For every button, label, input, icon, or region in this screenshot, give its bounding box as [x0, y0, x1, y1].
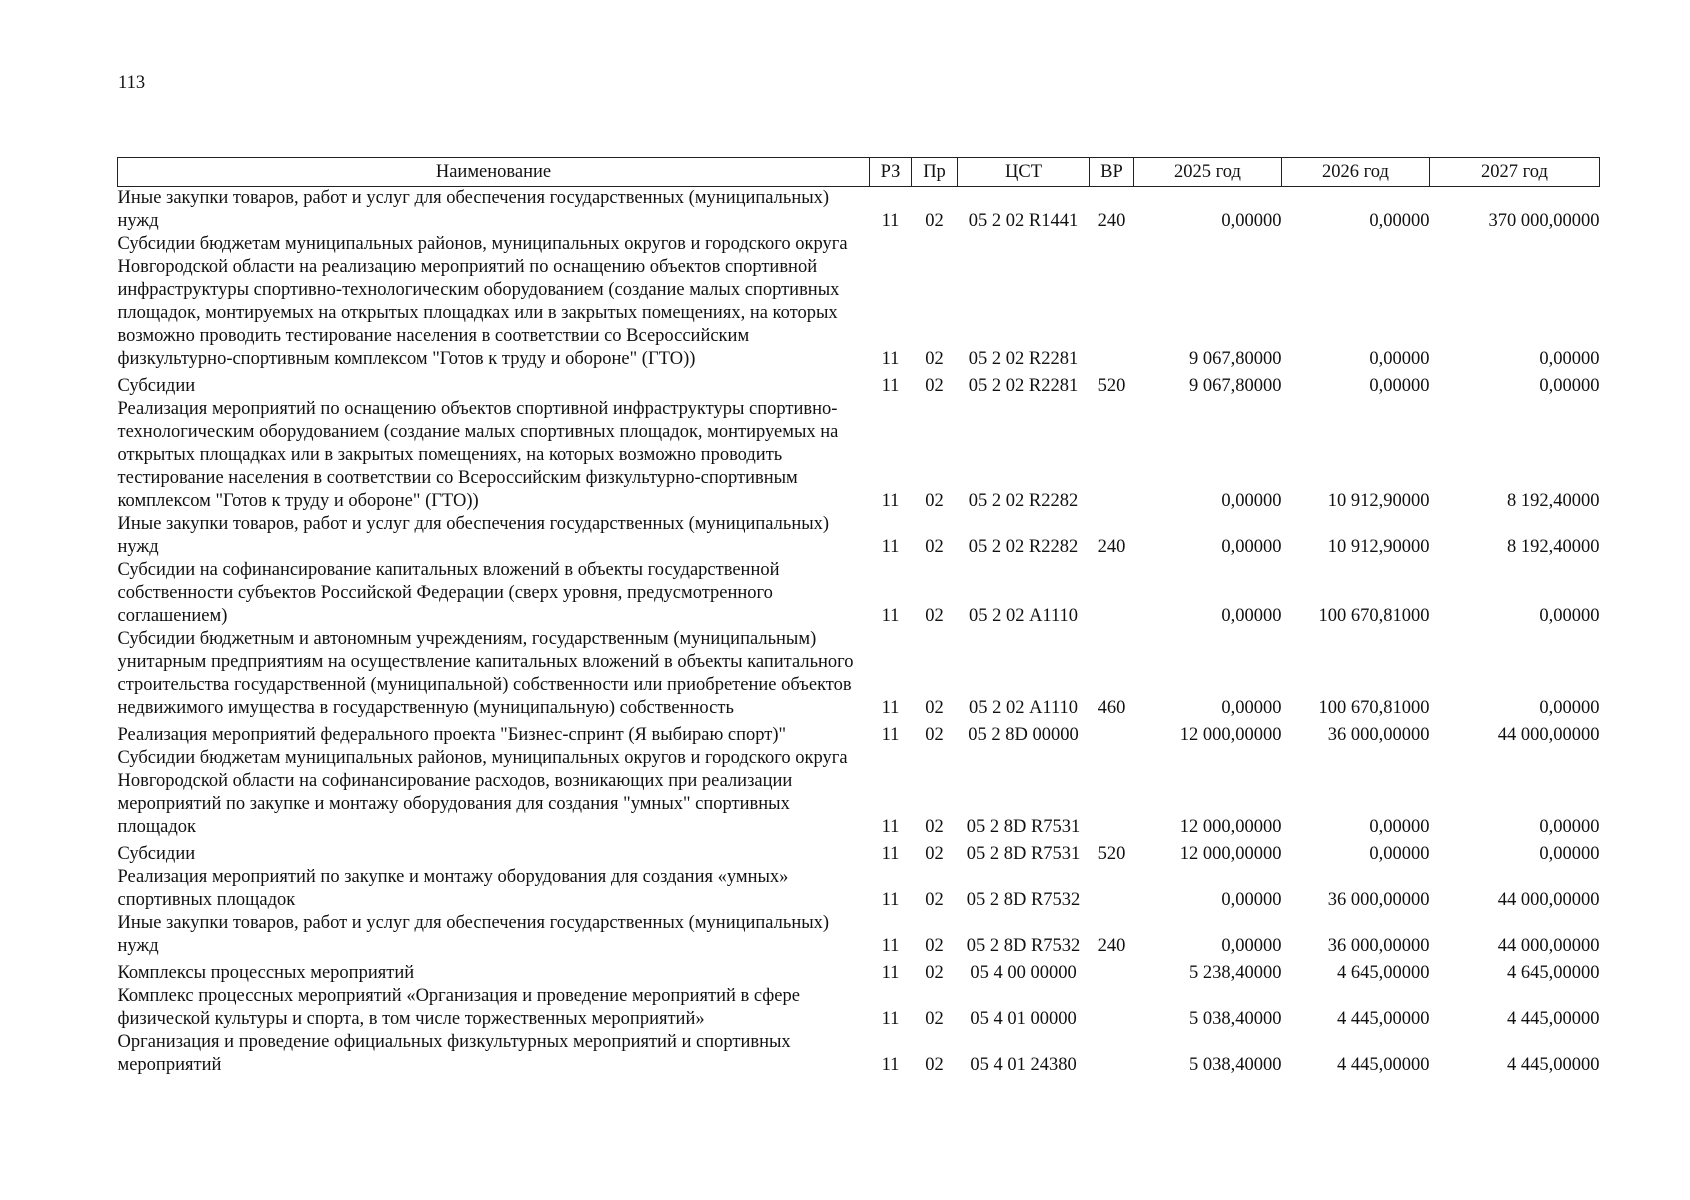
row-2026: 4 445,00000: [1337, 1009, 1430, 1029]
row-2025: 5 038,40000: [1189, 1055, 1282, 1075]
row-cst: 05 2 8D R7532: [966, 936, 1081, 956]
row-2025: 0,00000: [1221, 537, 1282, 557]
row-rz: 11: [881, 936, 900, 956]
row-2025: 0,00000: [1221, 211, 1282, 231]
header-vr: ВР: [1090, 158, 1134, 187]
row-pr: 02: [925, 963, 944, 983]
row-rz: 11: [881, 890, 900, 910]
row-vr: [1090, 958, 1134, 985]
row-2026: 100 670,81000: [1318, 606, 1430, 626]
row-2026: 0,00000: [1369, 844, 1430, 864]
row-2025: 0,00000: [1221, 698, 1282, 718]
row-rz: 11: [881, 606, 900, 626]
table-row: [118, 958, 1600, 985]
row-2027: 0,00000: [1539, 844, 1600, 864]
row-2027: 4 645,00000: [1507, 963, 1600, 983]
row-pr: 02: [925, 698, 944, 718]
row-2027: 4 445,00000: [1507, 1055, 1600, 1075]
row-2026: 10 912,90000: [1327, 537, 1430, 557]
row-vr: 460: [1097, 698, 1126, 718]
row-vr: 240: [1097, 936, 1126, 956]
row-2025: 5 238,40000: [1189, 963, 1282, 983]
row-pr: 02: [925, 890, 944, 910]
row-name: Организация и проведение официальных физкультурных мероприятий и спортивных мероприятий: [117, 1032, 791, 1075]
row-2026: 4 445,00000: [1337, 1055, 1430, 1075]
header-pr: Пр: [912, 158, 958, 187]
row-rz: 11: [881, 725, 900, 745]
row-pr: 02: [925, 376, 944, 396]
row-cst: 05 2 02 R2282: [968, 491, 1079, 511]
row-2025: 12 000,00000: [1179, 725, 1282, 745]
row-2026: 0,00000: [1369, 211, 1430, 231]
row-2027: 0,00000: [1539, 698, 1600, 718]
row-2026: 0,00000: [1369, 349, 1430, 369]
row-rz: 11: [881, 963, 900, 983]
row-name: Субсидии: [117, 844, 196, 864]
row-pr: 02: [925, 936, 944, 956]
row-2025: 0,00000: [1221, 606, 1282, 626]
row-2026: 36 000,00000: [1327, 725, 1430, 745]
row-pr: 02: [925, 606, 944, 626]
row-2025: 9 067,80000: [1189, 376, 1282, 396]
table-row: [118, 628, 1600, 720]
row-pr: 02: [925, 491, 944, 511]
row-2027: 44 000,00000: [1497, 890, 1600, 910]
table-row: [118, 866, 1600, 912]
header-rz: РЗ: [870, 158, 912, 187]
row-name: Комплексы процессных мероприятий: [117, 963, 415, 983]
row-pr: 02: [925, 817, 944, 837]
table-row: [118, 559, 1600, 628]
row-name: Реализация мероприятий по оснащению объектов спортивной инфраструктуры спортивно-технологическим оборудованием (создание малых спортивных площадок, монтируемых на открытых площадках или в закрытых помещениях, на которых возможно проводить тестирование населения в соответствии со Всероссийским физкультурно-спортивным комплексом "Готов к труду и обороне" (ГТО)): [117, 399, 839, 511]
table-row: [118, 747, 1600, 839]
row-cst: 05 2 8D R7532: [966, 890, 1081, 910]
row-2027: 8 192,40000: [1507, 537, 1600, 557]
row-name: Реализация мероприятий федерального проекта "Бизнес-спринт (Я выбираю спорт)": [117, 725, 787, 745]
row-name: Субсидии бюджетам муниципальных районов, муниципальных округов и городского округа Новгородской области на софинансирование расходов, возникающих при реализации мероприятий по закупке и монтажу оборудования для создания "умных" спортивных площадок: [117, 748, 848, 837]
row-vr: [1090, 985, 1134, 1031]
header-2025: 2025 год: [1134, 158, 1282, 187]
row-2026: 10 912,90000: [1327, 491, 1430, 511]
row-2027: 8 192,40000: [1507, 491, 1600, 511]
row-rz: 11: [881, 491, 900, 511]
row-2025: 5 038,40000: [1189, 1009, 1282, 1029]
row-name: Субсидии на софинансирование капитальных вложений в объекты государственной собственности субъектов Российской Федерации (сверх уровня, предусмотренного соглашением): [117, 560, 780, 626]
row-2025: 9 067,80000: [1189, 349, 1282, 369]
row-vr: [1090, 233, 1134, 371]
row-2027: 0,00000: [1539, 817, 1600, 837]
row-2025: 0,00000: [1221, 491, 1282, 511]
row-rz: 11: [881, 376, 900, 396]
row-name: Иные закупки товаров, работ и услуг для обеспечения государственных (муниципальных) нужд: [117, 913, 830, 956]
row-cst: 05 2 02 R2282: [968, 537, 1079, 557]
row-2025: 0,00000: [1221, 936, 1282, 956]
row-vr: [1090, 747, 1134, 839]
row-vr: 520: [1097, 376, 1126, 396]
row-rz: 11: [881, 537, 900, 557]
row-pr: 02: [925, 537, 944, 557]
row-name: Комплекс процессных мероприятий «Организация и проведение мероприятий в сфере физической культуры и спорта, в том числе торжественных мероприятий»: [117, 986, 800, 1029]
row-cst: 05 4 01 00000: [970, 1009, 1077, 1029]
row-vr: 240: [1097, 211, 1126, 231]
row-pr: 02: [925, 725, 944, 745]
table-row: [118, 912, 1600, 958]
row-2025: 12 000,00000: [1179, 817, 1282, 837]
row-vr: [1090, 559, 1134, 628]
row-pr: 02: [925, 844, 944, 864]
row-2026: 0,00000: [1369, 817, 1430, 837]
row-2027: 44 000,00000: [1497, 725, 1600, 745]
row-name: Иные закупки товаров, работ и услуг для обеспечения государственных (муниципальных) нужд: [117, 188, 830, 231]
header-2026: 2026 год: [1282, 158, 1430, 187]
row-cst: 05 2 02 R1441: [968, 211, 1079, 231]
table-row: [118, 1031, 1600, 1077]
row-vr: [1090, 866, 1134, 912]
row-2027: 4 445,00000: [1507, 1009, 1600, 1029]
row-pr: 02: [925, 349, 944, 369]
row-pr: 02: [925, 211, 944, 231]
row-2026: 100 670,81000: [1318, 698, 1430, 718]
row-cst: 05 2 02 А1110: [968, 606, 1079, 626]
row-name: Субсидии бюджетам муниципальных районов, муниципальных округов и городского округа Новгородской области на реализацию мероприятий по оснащению объектов спортивной инфраструктуры спортивно-технологическим оборудованием (создание малых спортивных площадок, монтируемых на открытых площадках или в закрытых помещениях, на которых возможно проводить тестирование населения в соответствии со Всероссийским физкультурно-спортивным комплексом "Готов к труду и обороне" (ГТО)): [117, 234, 848, 369]
row-pr: 02: [925, 1055, 944, 1075]
row-rz: 11: [881, 1055, 900, 1075]
row-vr: [1090, 1031, 1134, 1077]
row-cst: 05 4 00 00000: [970, 963, 1077, 983]
row-name: Субсидии бюджетным и автономным учреждениям, государственным (муниципальным) унитарным предприятиям на осуществление капитальных вложений в объекты капитального строительства государственной (муниципальной) собственности или приобретение объектов недвижимого имущества в государственную (муниципальную) собственность: [117, 629, 854, 718]
page-number: 113: [118, 73, 146, 93]
table-row: [118, 513, 1600, 559]
row-2025: 0,00000: [1221, 890, 1282, 910]
row-rz: 11: [881, 844, 900, 864]
table-body: [118, 187, 1600, 1078]
row-cst: 05 2 02 R2281: [968, 349, 1079, 369]
row-cst: 05 2 8D 00000: [968, 725, 1079, 745]
row-pr: 02: [925, 1009, 944, 1029]
table-header-row: [118, 158, 1600, 187]
row-2027: 0,00000: [1539, 376, 1600, 396]
row-2027: 0,00000: [1539, 349, 1600, 369]
row-2027: 0,00000: [1539, 606, 1600, 626]
header-name: Наименование: [118, 158, 870, 187]
row-2027: 44 000,00000: [1497, 936, 1600, 956]
row-vr: 240: [1097, 537, 1126, 557]
table-row: [118, 839, 1600, 866]
table-row: [118, 371, 1600, 398]
table-row: [118, 720, 1600, 747]
row-cst: 05 2 8D R7531: [966, 817, 1081, 837]
row-vr: 520: [1097, 844, 1126, 864]
budget-table: [117, 157, 1600, 1077]
table-row: [118, 187, 1600, 234]
row-rz: 11: [881, 817, 900, 837]
row-2025: 12 000,00000: [1179, 844, 1282, 864]
row-2026: 36 000,00000: [1327, 936, 1430, 956]
table-row: [118, 233, 1600, 371]
row-name: Реализация мероприятий по закупке и монтажу оборудования для создания «умных» спортивных площадок: [117, 867, 789, 910]
row-vr: [1090, 398, 1134, 513]
row-name: Субсидии: [117, 376, 196, 396]
header-cst: ЦСТ: [958, 158, 1090, 187]
row-vr: [1090, 720, 1134, 747]
row-2026: 4 645,00000: [1337, 963, 1430, 983]
row-rz: 11: [881, 349, 900, 369]
row-cst: 05 2 02 R2281: [968, 376, 1079, 396]
row-cst: 05 4 01 24380: [970, 1055, 1077, 1075]
row-rz: 11: [881, 211, 900, 231]
row-2026: 36 000,00000: [1327, 890, 1430, 910]
row-name: Иные закупки товаров, работ и услуг для обеспечения государственных (муниципальных) нужд: [117, 514, 830, 557]
row-rz: 11: [881, 1009, 900, 1029]
header-2027: 2027 год: [1430, 158, 1600, 187]
row-cst: 05 2 8D R7531: [966, 844, 1081, 864]
table-row: [118, 398, 1600, 513]
row-2026: 0,00000: [1369, 376, 1430, 396]
row-cst: 05 2 02 А1110: [968, 698, 1079, 718]
row-rz: 11: [881, 698, 900, 718]
table-row: [118, 985, 1600, 1031]
row-2027: 370 000,00000: [1488, 211, 1600, 231]
